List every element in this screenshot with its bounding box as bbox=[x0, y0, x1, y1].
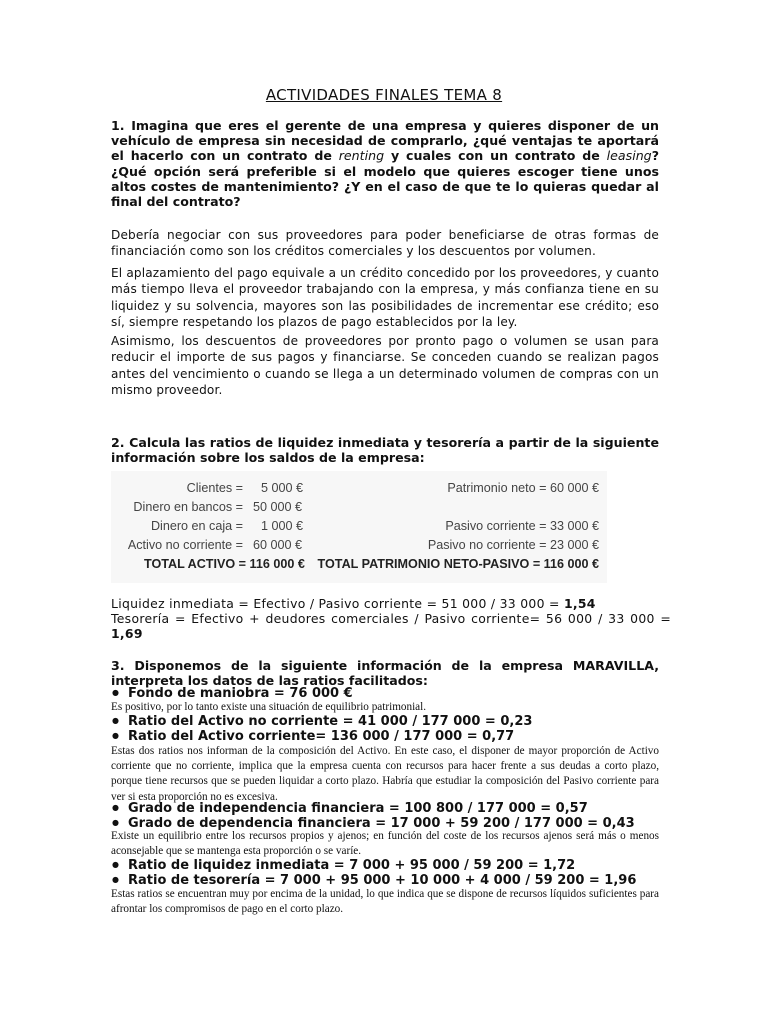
leasing-term: leasing bbox=[606, 148, 652, 164]
tesoreria-result: 1,69 bbox=[111, 626, 143, 642]
list-item: ● Ratio de liquidez inmediata = 7 000 + 95 000 / 59 200 = 1,72 bbox=[111, 858, 671, 874]
question-3: 3. Disponemos de la siguiente información de la empresa MARAVILLA, interpreta los datos de las ratios facilitados: bbox=[111, 658, 659, 689]
page-title: ACTIVIDADES FINALES TEMA 8 bbox=[265, 86, 503, 104]
table-right-item: Pasivo corriente = 33 000 € bbox=[445, 519, 599, 533]
table-label: Dinero en bancos = bbox=[133, 500, 243, 514]
table-label: Clientes = bbox=[186, 481, 243, 495]
total-patrimonio-pasivo: TOTAL PATRIMONIO NETO-PASIVO = 116 000 € bbox=[317, 557, 599, 571]
table-label: Dinero en caja = bbox=[150, 519, 243, 533]
list-item: ● Grado de independencia financiera = 100 800 / 177 000 = 0,57 bbox=[111, 801, 671, 817]
answer-1-paragraph-1: Debería negociar con sus proveedores para poder beneficiarse de otras formas de financiación como son los créditos comerciales y los descuentos por volumen. bbox=[111, 228, 659, 259]
total-activo: TOTAL ACTIVO = 116 000 € bbox=[144, 557, 305, 571]
question-2: 2. Calcula las ratios de liquidez inmediata y tesorería a partir de la siguiente información sobre los saldos de la empresa: bbox=[111, 435, 659, 466]
list-item: ● Ratio de tesorería = 7 000 + 95 000 + 10 000 + 4 000 / 59 200 = 1,96 bbox=[111, 873, 671, 889]
question-1: 1. Imagina que eres el gerente de una empresa y quieres disponer de un vehículo de empresa sin necesidad de comprarlo, ¿qué ventajas te aportará el hacerlo con un contrato de renting y cuales con un contrato de leasing? ¿Qué opción será preferible si el modelo que quieres escoger tiene unos altos costes de mantenimiento? ¿Y en el caso de que te lo quieras quedar al final del contrato? bbox=[111, 118, 659, 210]
renting-term: renting bbox=[338, 148, 385, 164]
table-label: Activo no corriente = bbox=[127, 538, 243, 552]
balance-table-image bbox=[111, 471, 607, 583]
table-value: 50 000 € bbox=[253, 500, 303, 514]
table-value: 60 000 € bbox=[253, 538, 303, 552]
table-right-item: Patrimonio neto = 60 000 € bbox=[447, 481, 599, 495]
table-value: 5 000 € bbox=[261, 481, 304, 495]
answer-1-paragraph-3: Asimismo, los descuentos de proveedores por pronto pago o volumen se usan para reducir el importe de sus pagos y financiarse. Se conceden cuando se realizan pagos antes del vencimiento o cuando se llega a un determinado volumen de compras con un mismo proveedor. bbox=[111, 334, 659, 397]
list-item: ● Fondo de maniobra = 76 000 € bbox=[111, 686, 671, 702]
table-right-item: Pasivo no corriente = 23 000 € bbox=[427, 538, 599, 552]
note: Es positivo, por lo tanto existe una situación de equilibrio patrimonial. bbox=[111, 701, 427, 713]
answer-2: Liquidez inmediata = Efectivo / Pasivo corriente = 51 000 / 33 000 = 1,54 Tesorería = Efectivo + deudores comerciales / Pasivo corriente= 56 000 / 33 000 = 1,69 bbox=[111, 596, 671, 642]
answer-1-paragraph-2: El aplazamiento del pago equivale a un crédito concedido por los proveedores, y cuanto más tiempo lleva el proveedor trabajando con la empresa, y más confianza tiene en su liquidez y su solvencia, mayores son las posibilidades de incrementar ese crédito; eso sí, siempre respetando los plazos de pago establecidos por la ley. bbox=[111, 266, 659, 329]
table-value: 1 000 € bbox=[261, 519, 304, 533]
note: Estas ratios se encuentran muy por encima de la unidad, lo que indica que se dispone de recursos líquidos suficientes para afrontar los compromisos de pago en el corto plazo. bbox=[111, 888, 659, 916]
note: Existe un equilibrio entre los recursos propios y ajenos; en función del coste de los recursos ajenos será más o menos aconsejable que se mantenga esta proporción o se varíe. bbox=[111, 830, 659, 858]
list-item: ● Ratio del Activo no corriente = 41 000 / 177 000 = 0,23 bbox=[111, 714, 671, 730]
note: Estas dos ratios nos informan de la composición del Activo. En este caso, el disponer de mayor proporción de Activo corriente que no corriente, implica que la empresa cuenta con recursos para hacer frente a sus deudas a corto plazo, porque tiene recursos que se pueden liquidar a corto plazo. Habría que estudiar la composición del Pasivo corriente para ver si esta proporción no es excesiva. bbox=[111, 745, 659, 803]
list-item: ● Ratio del Activo corriente= 136 000 / 177 000 = 0,77 bbox=[111, 729, 671, 745]
list-item: ● Grado de dependencia financiera = 17 000 + 59 200 / 177 000 = 0,43 bbox=[111, 816, 671, 832]
liquidez-result: 1,54 bbox=[563, 596, 596, 611]
